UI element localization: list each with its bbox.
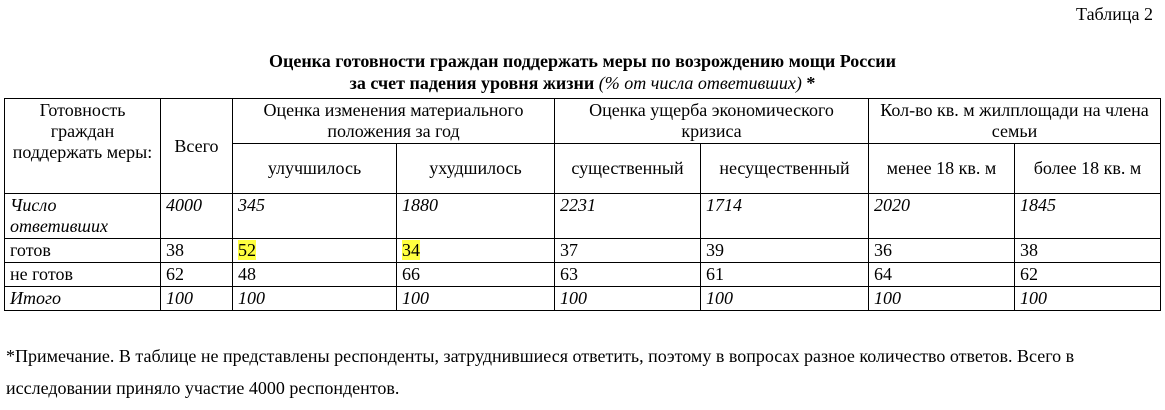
table-row bbox=[5, 194, 1161, 239]
cell: 66 bbox=[397, 263, 555, 287]
cell: 38 bbox=[1015, 239, 1161, 263]
table-number: Таблица 2 bbox=[1076, 4, 1153, 24]
cell: 1880 bbox=[397, 194, 555, 239]
cell: 100 bbox=[869, 287, 1015, 311]
cell: 100 bbox=[397, 287, 555, 311]
cell: 100 bbox=[555, 287, 701, 311]
header-readiness: Готовность граждан поддержать меры: bbox=[5, 99, 161, 194]
cell: 37 bbox=[555, 239, 701, 263]
title-line-1: Оценка готовности граждан поддержать меры по возрождению мощи России bbox=[268, 51, 897, 71]
table-row bbox=[5, 263, 1161, 287]
cell: 61 bbox=[701, 263, 869, 287]
header-sub-less-18: менее 18 кв. м bbox=[869, 144, 1015, 194]
header-sub-more-18: более 18 кв. м bbox=[1015, 144, 1161, 194]
row-label: Итого bbox=[5, 287, 161, 311]
row-label: готов bbox=[5, 239, 161, 263]
cell: 62 bbox=[161, 263, 233, 287]
header-sub-improved: улучшилось bbox=[233, 144, 397, 194]
cell: 2231 bbox=[555, 194, 701, 239]
cell: 38 bbox=[161, 239, 233, 263]
cell bbox=[397, 239, 555, 263]
header-sub-worsened: ухудшилось bbox=[397, 144, 555, 194]
table-row bbox=[5, 239, 1161, 263]
title-line-2: за счет падения уровня жизни bbox=[349, 73, 595, 93]
header-living-area: Кол-во кв. м жилплощади на члена семьи bbox=[869, 99, 1161, 144]
cell: 100 bbox=[161, 287, 233, 311]
cell: 4000 bbox=[161, 194, 233, 239]
footnote: *Примечание. В таблице не представлены респонденты, затруднившиеся ответить, поэтому в вопросах разное количество ответов. Всего в исследовании приняло участие 4000 респондентов. bbox=[6, 346, 1075, 398]
header-crisis-damage: Оценка ущерба экономического кризиса bbox=[555, 99, 869, 144]
header-row-1 bbox=[5, 99, 1161, 144]
header-sub-insignificant: несущественный bbox=[701, 144, 869, 194]
highlighted-value: 52 bbox=[238, 240, 256, 260]
cell: 39 bbox=[701, 239, 869, 263]
header-material-change: Оценка изменения материального положения за год bbox=[233, 99, 555, 144]
title-note: (% от числа ответивших) bbox=[598, 73, 802, 93]
survey-table bbox=[4, 98, 1161, 311]
cell: 2020 bbox=[869, 194, 1015, 239]
header-sub-significant: существенный bbox=[555, 144, 701, 194]
row-label: Число ответивших bbox=[5, 194, 161, 239]
highlighted-value: 34 bbox=[402, 240, 420, 260]
header-total: Всего bbox=[161, 99, 233, 194]
cell: 1714 bbox=[701, 194, 869, 239]
cell: 36 bbox=[869, 239, 1015, 263]
table-title bbox=[0, 50, 1165, 94]
cell: 100 bbox=[1015, 287, 1161, 311]
cell: 64 bbox=[869, 263, 1015, 287]
cell: 63 bbox=[555, 263, 701, 287]
row-label: не готов bbox=[5, 263, 161, 287]
cell: 100 bbox=[701, 287, 869, 311]
title-star: * bbox=[801, 73, 816, 93]
cell: 1845 bbox=[1015, 194, 1161, 239]
cell bbox=[233, 239, 397, 263]
cell: 62 bbox=[1015, 263, 1161, 287]
table-row bbox=[5, 287, 1161, 311]
cell: 48 bbox=[233, 263, 397, 287]
cell: 345 bbox=[233, 194, 397, 239]
cell: 100 bbox=[233, 287, 397, 311]
